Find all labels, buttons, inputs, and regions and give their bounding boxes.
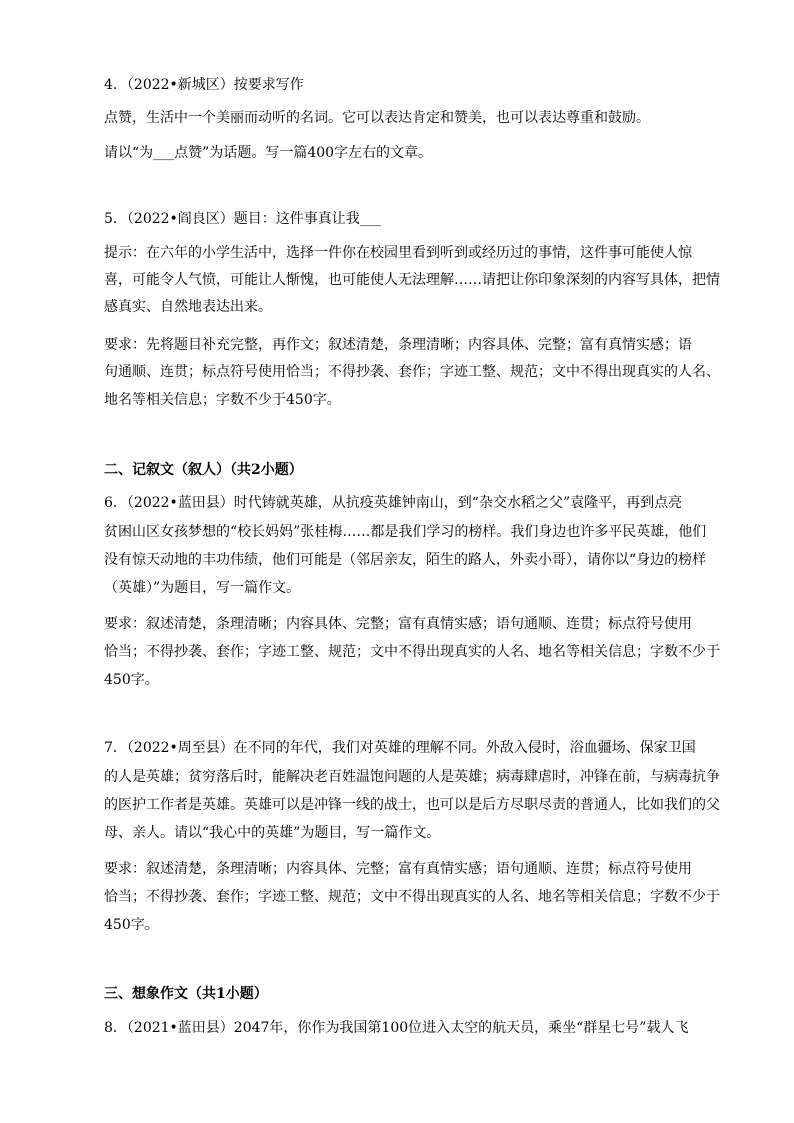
q5-tip-line: 喜，可能令人气愤，可能让人惭愧，也可能使人无法理解……请把让你印象深刻的内容写具体，把情 <box>104 272 720 288</box>
q6-body-line: 没有惊天动地的丰功伟绩，他们可能是（邻居亲友，陌生的路人，外卖小哥），请你以“身边的榜样 <box>104 552 707 568</box>
q7-requirement-line: 恰当；不得抄袭、套作；字迹工整、规范；文中不得出现真实的人名、地名等相关信息；字数不少于 <box>104 889 720 905</box>
q5-tip-line: 提示：在六年的小学生活中，选择一件你在校园里看到听到或经历过的事情，这件事可能使人惊 <box>104 245 692 261</box>
q6-body-line: 6．（2022•蓝田县）时代铸就英雄，从抗疫英雄钟南山，到“杂交水稻之父”袁隆平，再到点亮 <box>104 495 683 511</box>
q6-requirement-line: 450字。 <box>104 672 159 688</box>
q7-body-line: 的医护工作者是英雄。英雄可以是冲锋一线的战士，也可以是后方尽职尽责的普通人，比如我们的父 <box>104 797 720 813</box>
q7-body-line: 的人是英雄；贫穷落后时，能解决老百姓温饱问题的人是英雄；病毒肆虐时，冲锋在前，与病毒抗争 <box>104 769 720 785</box>
q7-requirement-line: 450字。 <box>104 917 159 933</box>
q4-heading: 4．（2022•新城区）按要求写作 <box>104 77 304 93</box>
q7-body-line: 母、亲人。请以“我心中的英雄”为题目，写一篇作文。 <box>104 825 441 841</box>
q7-requirement-line: 要求：叙述清楚，条理清晰；内容具体、完整；富有真情实感；语句通顺、连贯；标点符号使用 <box>104 861 692 877</box>
q4-paragraph-2: 请以“为___点赞”为话题。写一篇400字左右的文章。 <box>104 145 433 161</box>
q5-tip-line: 感真实、自然地表达出来。 <box>104 299 272 315</box>
q6-body-line: （英雄）”为题目，写一篇作文。 <box>104 580 301 596</box>
section-2-title: 二、记叙文（叙人）（共2小题） <box>104 462 303 478</box>
q7-body-line: 7．（2022•周至县）在不同的年代，我们对英雄的理解不同。外敌入侵时，浴血疆场、保家卫国 <box>104 740 696 756</box>
section-3-title: 三、想象作文（共1小题） <box>104 986 268 1002</box>
q5-requirement-line: 地名等相关信息；字数不少于450字。 <box>104 392 341 408</box>
q5-heading: 5．（2022•阎良区）题目：这件事真让我___ <box>104 211 381 227</box>
q6-body-line: 贫困山区女孩梦想的“校长妈妈”张桂梅……都是我们学习的榜样。我们身边也许多平民英雄，他们 <box>104 524 707 540</box>
q4-paragraph-1: 点赞，生活中一个美丽而动听的名词。它可以表达肯定和赞美，也可以表达尊重和鼓励。 <box>104 110 650 126</box>
q5-requirement-line: 句通顺、连贯；标点符号使用恰当；不得抄袭、套作；字迹工整、规范；文中不得出现真实的人名、 <box>104 364 720 380</box>
q8-body-line: 8．（2021•蓝田县）2047年，你作为我国第100位进入太空的航天员，乘坐“群星七号”载人飞 <box>104 1020 689 1036</box>
q5-requirement-line: 要求：先将题目补充完整，再作文；叙述清楚，条理清晰；内容具体、完整；富有真情实感；语 <box>104 337 692 353</box>
q6-requirement-line: 恰当；不得抄袭、套作；字迹工整、规范；文中不得出现真实的人名、地名等相关信息；字数不少于 <box>104 644 720 660</box>
q6-requirement-line: 要求：叙述清楚，条理清晰；内容具体、完整；富有真情实感；语句通顺、连贯；标点符号使用 <box>104 616 692 632</box>
